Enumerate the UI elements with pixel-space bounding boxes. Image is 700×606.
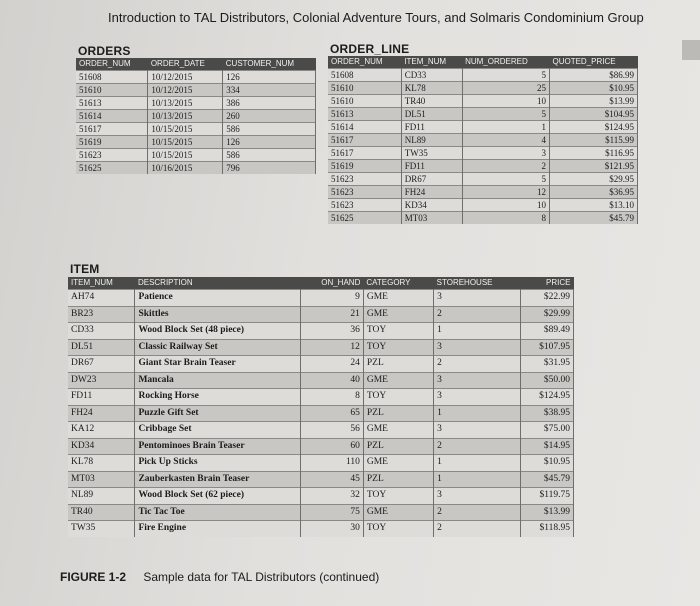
table-cell: 4	[462, 134, 549, 147]
table-cell: 45	[300, 471, 363, 488]
table-row	[68, 438, 574, 455]
table-cell: FH24	[401, 186, 462, 199]
figure-caption	[60, 570, 379, 584]
table-cell: TR40	[68, 504, 135, 521]
table-cell: $13.99	[520, 504, 573, 521]
table-cell: 2	[434, 356, 521, 373]
table-cell: DL51	[401, 108, 462, 121]
table-cell: GME	[363, 504, 433, 521]
orders-header-row	[76, 58, 316, 71]
table-cell: 126	[223, 136, 316, 149]
table-cell: 1	[434, 405, 521, 422]
table-cell: 2	[434, 438, 521, 455]
table-cell: 586	[223, 123, 316, 136]
table-cell: 3	[462, 147, 549, 160]
table-cell: 51613	[76, 97, 148, 110]
table-cell: 51613	[328, 108, 401, 121]
table-cell: $124.95	[549, 121, 637, 134]
table-row	[76, 162, 316, 175]
table-cell: 65	[300, 405, 363, 422]
table-cell: $75.00	[520, 422, 573, 439]
table-row	[328, 160, 638, 173]
table-cell: 1	[434, 323, 521, 340]
table-cell: 3	[434, 372, 521, 389]
table-cell: Skittles	[135, 306, 300, 323]
table-row	[68, 422, 574, 439]
table-row	[68, 290, 574, 307]
column-header: ITEM_NUM	[68, 277, 135, 290]
table-cell: 51623	[328, 173, 401, 186]
table-cell: NL89	[401, 134, 462, 147]
table-cell: 2	[434, 504, 521, 521]
table-cell: $29.95	[549, 173, 637, 186]
table-cell: 51623	[328, 199, 401, 212]
table-row	[328, 173, 638, 186]
column-header: STOREHOUSE	[434, 277, 521, 290]
table-cell: BR23	[68, 306, 135, 323]
table-cell: PZL	[363, 356, 433, 373]
table-row	[68, 488, 574, 505]
table-cell: 40	[300, 372, 363, 389]
table-cell: PZL	[363, 438, 433, 455]
table-cell: $86.99	[549, 69, 637, 82]
table-cell: $10.95	[549, 82, 637, 95]
table-cell: $104.95	[549, 108, 637, 121]
table-cell: 2	[434, 521, 521, 537]
orders-label: ORDERS	[78, 44, 131, 58]
table-cell: 75	[300, 504, 363, 521]
table-cell: CD33	[68, 323, 135, 340]
table-cell: FD11	[68, 389, 135, 406]
page-tab-marker	[682, 40, 700, 60]
table-row	[328, 186, 638, 199]
table-cell: 51610	[328, 95, 401, 108]
table-cell: $89.49	[520, 323, 573, 340]
table-cell: 51608	[76, 71, 148, 84]
table-cell: TOY	[363, 389, 433, 406]
table-cell: 51614	[328, 121, 401, 134]
table-cell: 51610	[328, 82, 401, 95]
table-row	[68, 455, 574, 472]
table-cell: GME	[363, 290, 433, 307]
table-cell: $22.99	[520, 290, 573, 307]
table-row	[68, 389, 574, 406]
table-row	[328, 95, 638, 108]
table-cell: FD11	[401, 160, 462, 173]
table-cell: 30	[300, 521, 363, 537]
item-header-row	[68, 277, 574, 290]
table-cell: 12	[300, 339, 363, 356]
table-cell: DR67	[68, 356, 135, 373]
column-header: ITEM_NUM	[401, 56, 462, 69]
table-cell: 51623	[76, 149, 148, 162]
table-cell: TOY	[363, 521, 433, 537]
table-cell: $13.99	[549, 95, 637, 108]
table-cell: 24	[300, 356, 363, 373]
table-cell: 334	[223, 84, 316, 97]
table-cell: 56	[300, 422, 363, 439]
table-cell: $29.99	[520, 306, 573, 323]
table-cell: $50.00	[520, 372, 573, 389]
table-cell: DR67	[401, 173, 462, 186]
table-cell: 51608	[328, 69, 401, 82]
table-cell: $13.10	[549, 199, 637, 212]
table-cell: KL78	[401, 82, 462, 95]
table-row	[68, 471, 574, 488]
table-cell: KD34	[68, 438, 135, 455]
table-cell: 10/15/2015	[148, 123, 223, 136]
table-cell: Pick Up Sticks	[135, 455, 300, 472]
column-header: ORDER_NUM	[76, 58, 148, 71]
table-cell: TW35	[401, 147, 462, 160]
column-header: ORDER_DATE	[148, 58, 223, 71]
table-cell: 51614	[76, 110, 148, 123]
table-cell: 3	[434, 389, 521, 406]
table-cell: 9	[300, 290, 363, 307]
table-cell: 12	[462, 186, 549, 199]
table-cell: 3	[434, 488, 521, 505]
table-row	[328, 147, 638, 160]
table-cell: $36.95	[549, 186, 637, 199]
table-row	[68, 323, 574, 340]
table-cell: 51617	[328, 134, 401, 147]
table-cell: 32	[300, 488, 363, 505]
table-cell: 25	[462, 82, 549, 95]
table-cell: $119.75	[520, 488, 573, 505]
table-row	[76, 84, 316, 97]
table-cell: 60	[300, 438, 363, 455]
table-cell: 51617	[76, 123, 148, 136]
table-cell: GME	[363, 455, 433, 472]
table-cell: DW23	[68, 372, 135, 389]
table-cell: Puzzle Gift Set	[135, 405, 300, 422]
table-cell: $45.79	[520, 471, 573, 488]
column-header: DESCRIPTION	[135, 277, 300, 290]
item-label: ITEM	[70, 262, 100, 276]
table-row	[328, 121, 638, 134]
table-cell: Zauberkasten Brain Teaser	[135, 471, 300, 488]
table-cell: $121.95	[549, 160, 637, 173]
table-cell: 36	[300, 323, 363, 340]
table-row	[68, 504, 574, 521]
table-cell: 51619	[328, 160, 401, 173]
table-cell: 1	[462, 121, 549, 134]
table-cell: Wood Block Set (62 piece)	[135, 488, 300, 505]
table-cell: 2	[434, 306, 521, 323]
table-row	[328, 199, 638, 212]
table-cell: $115.99	[549, 134, 637, 147]
table-cell: Cribbage Set	[135, 422, 300, 439]
table-cell: $116.95	[549, 147, 637, 160]
table-cell: 10/15/2015	[148, 149, 223, 162]
table-cell: 5	[462, 108, 549, 121]
table-cell: MT03	[68, 471, 135, 488]
table-cell: GME	[363, 306, 433, 323]
table-row	[68, 521, 574, 537]
table-cell: $107.95	[520, 339, 573, 356]
table-cell: $124.95	[520, 389, 573, 406]
table-cell: AH74	[68, 290, 135, 307]
table-cell: GME	[363, 422, 433, 439]
table-cell: 10/12/2015	[148, 71, 223, 84]
table-cell: DL51	[68, 339, 135, 356]
table-cell: Giant Star Brain Teaser	[135, 356, 300, 373]
table-cell: TW35	[68, 521, 135, 537]
figure-caption-text: Sample data for TAL Distributors (continued)	[143, 570, 380, 584]
table-row	[76, 97, 316, 110]
table-cell: 8	[462, 212, 549, 225]
table-cell: 1	[434, 471, 521, 488]
table-row	[76, 123, 316, 136]
table-cell: $10.95	[520, 455, 573, 472]
figure-number: FIGURE 1-2	[60, 570, 127, 584]
table-row	[68, 372, 574, 389]
order-line-header-row	[328, 56, 638, 69]
column-header: QUOTED_PRICE	[549, 56, 637, 69]
table-cell: 51625	[328, 212, 401, 225]
order-line-table	[328, 56, 638, 224]
table-cell: 51619	[76, 136, 148, 149]
column-header: NUM_ORDERED	[462, 56, 549, 69]
table-cell: MT03	[401, 212, 462, 225]
table-cell: CD33	[401, 69, 462, 82]
table-cell: Wood Block Set (48 piece)	[135, 323, 300, 340]
table-cell: 2	[462, 160, 549, 173]
table-cell: Fire Engine	[135, 521, 300, 537]
table-cell: KA12	[68, 422, 135, 439]
item-table	[68, 277, 574, 537]
column-header: ORDER_NUM	[328, 56, 401, 69]
table-cell: NL89	[68, 488, 135, 505]
table-cell: $14.95	[520, 438, 573, 455]
table-cell: 51610	[76, 84, 148, 97]
column-header: CUSTOMER_NUM	[223, 58, 316, 71]
table-cell: 3	[434, 422, 521, 439]
table-row	[76, 149, 316, 162]
table-cell: TOY	[363, 488, 433, 505]
table-cell: 10/12/2015	[148, 84, 223, 97]
table-cell: GME	[363, 372, 433, 389]
table-cell: PZL	[363, 405, 433, 422]
table-cell: 110	[300, 455, 363, 472]
table-cell: KD34	[401, 199, 462, 212]
table-cell: 5	[462, 173, 549, 186]
table-row	[328, 134, 638, 147]
table-row	[68, 339, 574, 356]
table-cell: FD11	[401, 121, 462, 134]
table-cell: 8	[300, 389, 363, 406]
table-cell: 10	[462, 199, 549, 212]
table-row	[76, 136, 316, 149]
table-cell: TR40	[401, 95, 462, 108]
table-row	[328, 82, 638, 95]
table-cell: KL78	[68, 455, 135, 472]
table-cell: 1	[434, 455, 521, 472]
table-cell: 260	[223, 110, 316, 123]
page-title: Introduction to TAL Distributors, Colonial Adventure Tours, and Solmaris Condominium Group	[108, 10, 644, 25]
table-cell: 10/13/2015	[148, 97, 223, 110]
table-cell: 5	[462, 69, 549, 82]
column-header: ON_HAND	[300, 277, 363, 290]
table-cell: 3	[434, 290, 521, 307]
table-row	[328, 212, 638, 225]
table-row	[76, 110, 316, 123]
table-cell: 10/15/2015	[148, 136, 223, 149]
table-cell: 126	[223, 71, 316, 84]
table-cell: Pentominoes Brain Teaser	[135, 438, 300, 455]
column-header: PRICE	[520, 277, 573, 290]
table-cell: 51625	[76, 162, 148, 175]
table-cell: FH24	[68, 405, 135, 422]
table-cell: 51623	[328, 186, 401, 199]
table-cell: 796	[223, 162, 316, 175]
order-line-label: ORDER_LINE	[330, 42, 410, 56]
table-row	[68, 356, 574, 373]
table-cell: TOY	[363, 323, 433, 340]
table-cell: PZL	[363, 471, 433, 488]
table-cell: 586	[223, 149, 316, 162]
table-row	[76, 71, 316, 84]
table-cell: Mancala	[135, 372, 300, 389]
table-cell: Rocking Horse	[135, 389, 300, 406]
table-cell: $45.79	[549, 212, 637, 225]
table-cell: 10/13/2015	[148, 110, 223, 123]
column-header: CATEGORY	[363, 277, 433, 290]
table-cell: $118.95	[520, 521, 573, 537]
table-cell: $31.95	[520, 356, 573, 373]
table-cell: 10/16/2015	[148, 162, 223, 175]
table-row	[328, 69, 638, 82]
table-cell: TOY	[363, 339, 433, 356]
table-cell: 51617	[328, 147, 401, 160]
table-cell: 21	[300, 306, 363, 323]
table-cell: Classic Railway Set	[135, 339, 300, 356]
table-cell: $38.95	[520, 405, 573, 422]
orders-table	[76, 58, 316, 174]
table-row	[68, 306, 574, 323]
table-cell: Tic Tac Toe	[135, 504, 300, 521]
table-row	[68, 405, 574, 422]
table-cell: 386	[223, 97, 316, 110]
table-cell: 10	[462, 95, 549, 108]
table-cell: Patience	[135, 290, 300, 307]
table-cell: 3	[434, 339, 521, 356]
table-row	[328, 108, 638, 121]
